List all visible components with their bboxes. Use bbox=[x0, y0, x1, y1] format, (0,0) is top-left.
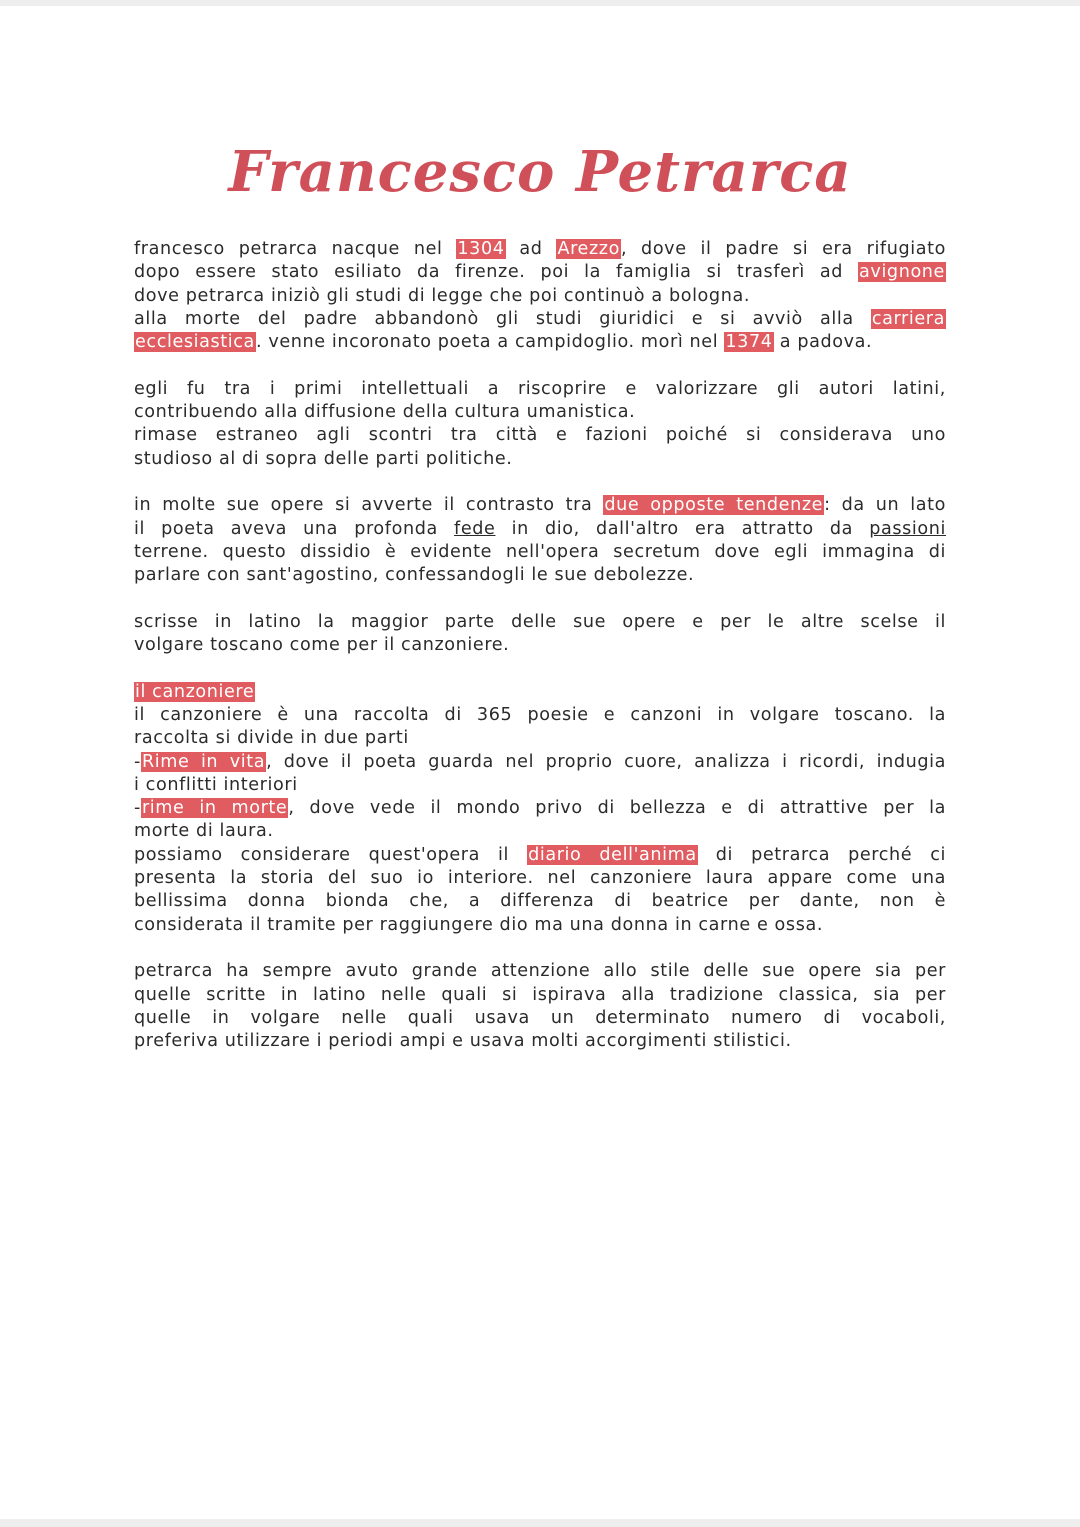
text-line: volgare toscano come per il canzoniere. bbox=[134, 635, 510, 656]
highlight-rime-morte: rime in morte bbox=[141, 798, 288, 819]
paragraph-contrast bbox=[134, 494, 946, 587]
text-line: il canzoniere è una raccolta di 365 poesie e canzoni in volgare toscano. la bbox=[134, 704, 946, 725]
text-line: dove petrarca iniziò gli studi di legge che poi continuò a bologna. bbox=[134, 285, 751, 306]
text-line: quelle scritte in latino nelle quali si ispirava alla tradizione classica, sia per bbox=[134, 984, 946, 1005]
text-line: contribuendo alla diffusione della cultura umanistica. bbox=[134, 402, 636, 423]
text-line: possiamo considerare quest'opera il diario dell'anima di petrarca perché ci bbox=[134, 844, 946, 865]
text-line: morte di laura. bbox=[134, 821, 274, 842]
highlight-city: Arezzo bbox=[557, 239, 620, 259]
text-line: -rime in morte, dove vede il mondo privo di bellezza e di attrattive per la bbox=[134, 798, 946, 819]
text-line: i conflitti interiori bbox=[134, 774, 298, 795]
text-line: considerata il tramite per raggiungere dio ma una donna in carne e ossa. bbox=[134, 914, 824, 935]
text-line: bellissima donna bionda che, a differenza di beatrice per dante, non è bbox=[134, 891, 946, 912]
text-line: raccolta si divide in due parti bbox=[134, 728, 409, 749]
section-heading bbox=[134, 681, 946, 704]
text-line: presenta la storia del suo io interiore. nel canzoniere laura appare come una bbox=[134, 868, 946, 889]
text-line: rimase estraneo agli scontri tra città e fazioni poiché si considerava uno bbox=[134, 425, 946, 446]
text-line: ecclesiastica. venne incoronato poeta a campidoglio. morì nel 1374 a padova. bbox=[135, 332, 873, 353]
paragraph-canzoniere bbox=[134, 681, 946, 937]
highlight-tendencies: due opposte tendenze bbox=[604, 495, 824, 516]
highlight-heading: il canzoniere bbox=[135, 681, 255, 702]
highlight-diario: diario dell'anima bbox=[528, 844, 697, 865]
text-line: studioso al di sopra delle parti politiche. bbox=[134, 448, 513, 469]
document-page bbox=[0, 6, 1080, 1519]
text-line: egli fu tra i primi intellettuali a riscoprire e valorizzare gli autori latini, bbox=[134, 378, 946, 399]
text-line: parlare con sant'agostino, confessandogli le sue debolezze. bbox=[134, 565, 695, 586]
underlined-word: passioni bbox=[869, 518, 946, 539]
text-line: francesco petrarca nacque nel 1304 ad Arezzo, dove il padre si era rifugiato bbox=[134, 239, 946, 259]
text-line: -Rime in vita, dove il poeta guarda nel proprio cuore, analizza i ricordi, indugia bbox=[134, 751, 946, 772]
paragraph-language bbox=[134, 611, 946, 658]
text-line: alla morte del padre abbandonò gli studi giuridici e si avviò alla carriera bbox=[134, 308, 945, 329]
highlight-year: 1304 bbox=[457, 239, 505, 259]
paragraph-humanism bbox=[134, 378, 946, 471]
highlight-rime-vita: Rime in vita bbox=[141, 751, 266, 772]
text-line: dopo essere stato esiliato da firenze. poi la famiglia si trasferì ad avignone bbox=[134, 262, 945, 283]
highlight-year: 1374 bbox=[725, 332, 773, 353]
underlined-word: fede bbox=[454, 518, 496, 539]
highlight-career: ecclesiastica bbox=[135, 332, 255, 353]
paragraph-style bbox=[134, 960, 946, 1053]
text-line: preferiva utilizzare i periodi ampi e usava molti accorgimenti stilistici. bbox=[134, 1031, 792, 1052]
document-body bbox=[134, 238, 946, 1077]
text-line: in molte sue opere si avverte il contrasto tra due opposte tendenze: da un lato bbox=[134, 495, 946, 516]
highlight-city: avignone bbox=[859, 262, 945, 283]
paragraph-biography bbox=[134, 238, 946, 354]
text-line: scrisse in latino la maggior parte delle sue opere e per le altre scelse il bbox=[134, 611, 946, 632]
text-line: terrene. questo dissidio è evidente nell'opera secretum dove egli immagina di bbox=[134, 541, 946, 562]
highlight-career: carriera bbox=[871, 308, 945, 329]
text-line: petrarca ha sempre avuto grande attenzione allo stile delle sue opere sia per bbox=[134, 961, 946, 982]
text-line: quelle in volgare nelle quali usava un determinato numero di vocaboli, bbox=[134, 1007, 946, 1028]
page-title: Francesco Petrarca bbox=[228, 139, 852, 205]
text-line: il poeta aveva una profonda fede in dio, dall'altro era attratto da passioni bbox=[134, 518, 946, 539]
